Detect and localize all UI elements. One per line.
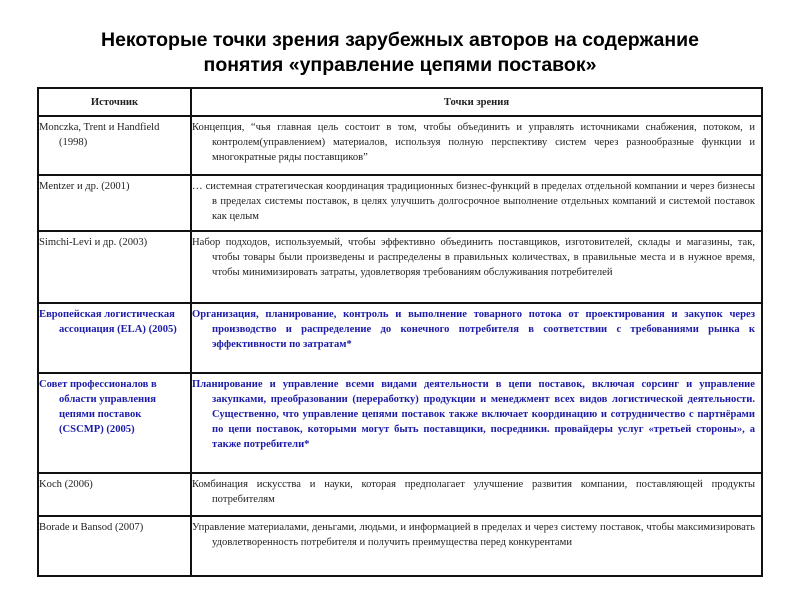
source-cell: Borade и Bansod (2007)	[38, 516, 191, 576]
header-source: Источник	[38, 88, 191, 116]
view-cell: Организация, планирование, контроль и выполнение товарного потока от проектирования и закупок через производство и распределение до конечного потребителя в соответствии с требованиями рынка к эффективности по затратам*	[191, 303, 762, 373]
table-row	[38, 516, 762, 576]
table-row	[38, 175, 762, 231]
view-cell: Планирование и управление всеми видами деятельности в цепи поставок, включая сорсинг и управление закупками, преобразовании (переработку) продукции и менеджмент всех видов логистической деятельности. Существенно, что управление цепями поставок также включает координацию и сотрудничество с партнёрами по цепи поставок, которыми могут быть поставщики, посредники. провайдеры услуг «третьей стороны», а также потребители*	[191, 373, 762, 473]
table-row-highlighted	[38, 303, 762, 373]
source-cell: Monczka, Trent и Handfield (1998)	[38, 116, 191, 175]
definitions-table	[37, 87, 763, 577]
slide-title	[0, 28, 800, 78]
source-cell: Совет профессионалов в области управления цепями поставок (CSCMP) (2005)	[38, 373, 191, 473]
table-header-row	[38, 88, 762, 116]
header-views: Точки зрения	[191, 88, 762, 116]
source-cell: Европейская логистическая ассоциация (ELA) (2005)	[38, 303, 191, 373]
table-row	[38, 231, 762, 303]
table-row	[38, 473, 762, 516]
source-cell: Mentzer и др. (2001)	[38, 175, 191, 231]
view-cell: Концепция, “чья главная цель состоит в том, чтобы объединить и управлять источниками снабжения, потоком, и контролем(управлением) материалов, используя полную перспективу систем через разнообразные функции и многократные ряды поставщиков”	[191, 116, 762, 175]
table-row-highlighted	[38, 373, 762, 473]
view-cell: Набор подходов, используемый, чтобы эффективно объединить поставщиков, изготовителей, склады и магазины, так, чтобы товары были произведены и распределены в правильных количествах, в правильные места и в нужное время, чтобы минимизировать затраты, удовлетворяя требованиям обслуживания потребителей	[191, 231, 762, 303]
source-cell: Simchi-Levi и др. (2003)	[38, 231, 191, 303]
source-cell: Koch (2006)	[38, 473, 191, 516]
table-row	[38, 116, 762, 175]
view-cell: … системная стратегическая координация традиционных бизнес-функций в пределах отдельной компании и через бизнесы в пределах системы поставок, в целях улучшить долгосрочное выполнение отдельных компаний и системой поставок как целым	[191, 175, 762, 231]
view-cell: Управление материалами, деньгами, людьми, и информацией в пределах и через систему поставок, чтобы максимизировать удовлетворенность потребителя и получить преимущества перед конкурентами	[191, 516, 762, 576]
title-line-1: Некоторые точки зрения зарубежных авторов на содержание	[101, 29, 699, 51]
title-line-2: понятия «управление цепями поставок»	[203, 54, 597, 76]
view-cell: Комбинация искусства и науки, которая предполагает улучшение развития компании, поставляющей продукты потребителям	[191, 473, 762, 516]
